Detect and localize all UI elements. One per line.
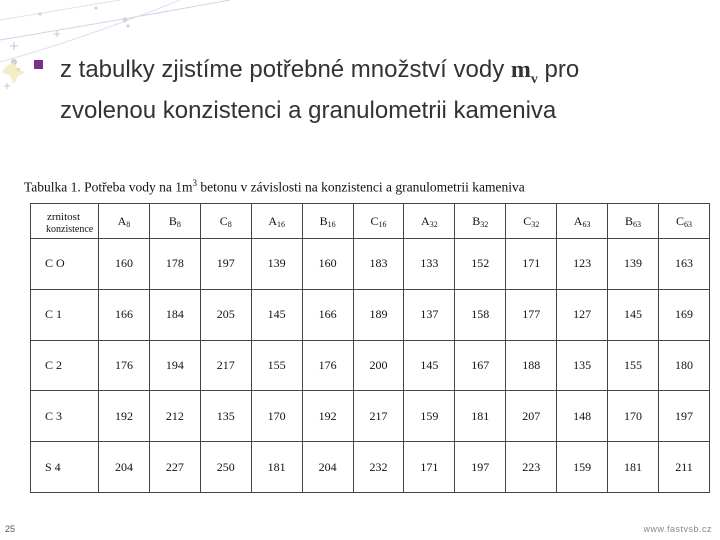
row-label: C 3 (31, 391, 99, 442)
column-header-subscript: 16 (277, 219, 285, 229)
caption-superscript: 3 (192, 178, 198, 188)
table-cell: 197 (200, 239, 251, 290)
column-header-subscript: 8 (227, 219, 232, 229)
table-cell: 192 (302, 391, 353, 442)
table-cell: 192 (99, 391, 150, 442)
table-cell: 197 (455, 442, 506, 493)
caption-after: betonu v závislosti na konzistenci a granulometrii kameniva (197, 179, 525, 195)
column-header (99, 204, 150, 239)
column-header-subscript: 32 (429, 219, 438, 229)
table-row (31, 340, 710, 391)
table-cell: 139 (608, 239, 659, 290)
table-corner-cell (31, 204, 99, 239)
table-cell: 189 (353, 289, 404, 340)
table-cell: 135 (557, 340, 608, 391)
table-cell: 171 (404, 442, 455, 493)
column-header (251, 204, 302, 239)
water-symbol-letter: m (510, 57, 531, 83)
water-demand-table (30, 203, 710, 493)
column-header-letter: C (219, 213, 228, 228)
column-header-letter: B (625, 213, 634, 228)
table-cell: 158 (455, 289, 506, 340)
row-label: C O (31, 239, 99, 290)
caption-before: Tabulka 1. Potřeba vody na 1m (24, 179, 193, 195)
table-cell: 155 (608, 340, 659, 391)
table-cell: 194 (149, 340, 200, 391)
corner-label-konzistence: konzistence (46, 224, 94, 235)
bullet-square-icon (34, 60, 43, 69)
table-cell: 127 (557, 289, 608, 340)
page-number: 25 (5, 524, 16, 534)
table-row (31, 442, 710, 493)
table-cell: 123 (557, 239, 608, 290)
table-cell: 177 (506, 289, 557, 340)
column-header (506, 204, 557, 239)
table-cell: 181 (608, 442, 659, 493)
column-header-subscript: 16 (378, 219, 387, 229)
column-header (608, 204, 659, 239)
column-header-subscript: 16 (327, 219, 336, 229)
column-header (353, 204, 404, 239)
table-cell: 155 (251, 340, 302, 391)
column-header (557, 204, 608, 239)
column-header-subscript: 8 (176, 219, 181, 229)
column-header (149, 204, 200, 239)
column-header-letter: A (117, 213, 127, 228)
table-cell: 170 (608, 391, 659, 442)
table-cell: 205 (200, 289, 251, 340)
table-cell: 178 (149, 239, 200, 290)
column-header-letter: C (675, 213, 684, 228)
table-cell: 148 (557, 391, 608, 442)
row-label: C 2 (31, 340, 99, 391)
column-header-letter: B (168, 213, 177, 228)
table-cell: 159 (557, 442, 608, 493)
column-header-letter: C (523, 213, 532, 228)
bullet-text-after: pro zvolenou konzistenci a granulometrii kameniva (60, 56, 580, 124)
column-header (302, 204, 353, 239)
column-header-subscript: 32 (531, 219, 540, 229)
table-cell: 207 (506, 391, 557, 442)
row-label: S 4 (31, 442, 99, 493)
table-cell: 160 (302, 239, 353, 290)
column-header-letter: A (421, 213, 430, 228)
table-cell: 181 (455, 391, 506, 442)
column-header-subscript: 32 (480, 219, 489, 229)
table-cell: 232 (353, 442, 404, 493)
table-cell: 171 (506, 239, 557, 290)
table-cell: 184 (149, 289, 200, 340)
table-cell: 145 (608, 289, 659, 340)
column-header (455, 204, 506, 239)
table-cell: 227 (149, 442, 200, 493)
table-cell: 170 (251, 391, 302, 442)
column-header-subscript: 63 (683, 219, 692, 229)
table-cell: 163 (658, 239, 709, 290)
table-cell: 176 (99, 340, 150, 391)
column-header (658, 204, 709, 239)
table-cell: 167 (455, 340, 506, 391)
table-cell: 217 (200, 340, 251, 391)
table-cell: 223 (506, 442, 557, 493)
column-header-letter: C (370, 213, 379, 228)
table-cell: 152 (455, 239, 506, 290)
table-caption (24, 178, 525, 196)
table-row (31, 289, 710, 340)
table-cell: 160 (99, 239, 150, 290)
table-cell: 250 (200, 442, 251, 493)
table-cell: 159 (404, 391, 455, 442)
row-label: C 1 (31, 289, 99, 340)
table-cell: 137 (404, 289, 455, 340)
table-cell: 183 (353, 239, 404, 290)
column-header-letter: B (319, 213, 328, 228)
table-cell: 139 (251, 239, 302, 290)
column-header (200, 204, 251, 239)
table-cell: 197 (658, 391, 709, 442)
table-cell: 204 (99, 442, 150, 493)
table-cell: 204 (302, 442, 353, 493)
water-symbol-subscript: v (530, 71, 538, 87)
table-cell: 166 (302, 289, 353, 340)
corner-label-zrnitost: zrnitost (47, 211, 80, 223)
table-cell: 169 (658, 289, 709, 340)
table-cell: 145 (404, 340, 455, 391)
bullet-paragraph (34, 54, 674, 126)
table-cell: 176 (302, 340, 353, 391)
table-cell: 145 (251, 289, 302, 340)
table-cell: 188 (506, 340, 557, 391)
column-header-letter: B (472, 213, 481, 228)
table-header-row (31, 204, 710, 239)
table-cell: 133 (404, 239, 455, 290)
column-header (404, 204, 455, 239)
column-header-subscript: 8 (126, 219, 131, 229)
table-cell: 135 (200, 391, 251, 442)
table-cell: 181 (251, 442, 302, 493)
table-cell: 166 (99, 289, 150, 340)
footer-url: www.fastvsb.cz (643, 524, 712, 534)
bullet-text-before: z tabulky zjistíme potřebné množství vody (60, 56, 511, 83)
column-header-letter: A (268, 213, 277, 228)
table-cell: 200 (353, 340, 404, 391)
table-cell: 212 (149, 391, 200, 442)
column-header-subscript: 63 (582, 219, 591, 229)
bullet-text (60, 54, 674, 126)
column-header-subscript: 63 (633, 219, 642, 229)
table-row (31, 391, 710, 442)
table-row (31, 239, 710, 290)
column-header-letter: A (573, 213, 583, 228)
table-cell: 217 (353, 391, 404, 442)
table-cell: 180 (658, 340, 709, 391)
water-symbol (510, 57, 538, 87)
table-cell: 211 (658, 442, 709, 493)
